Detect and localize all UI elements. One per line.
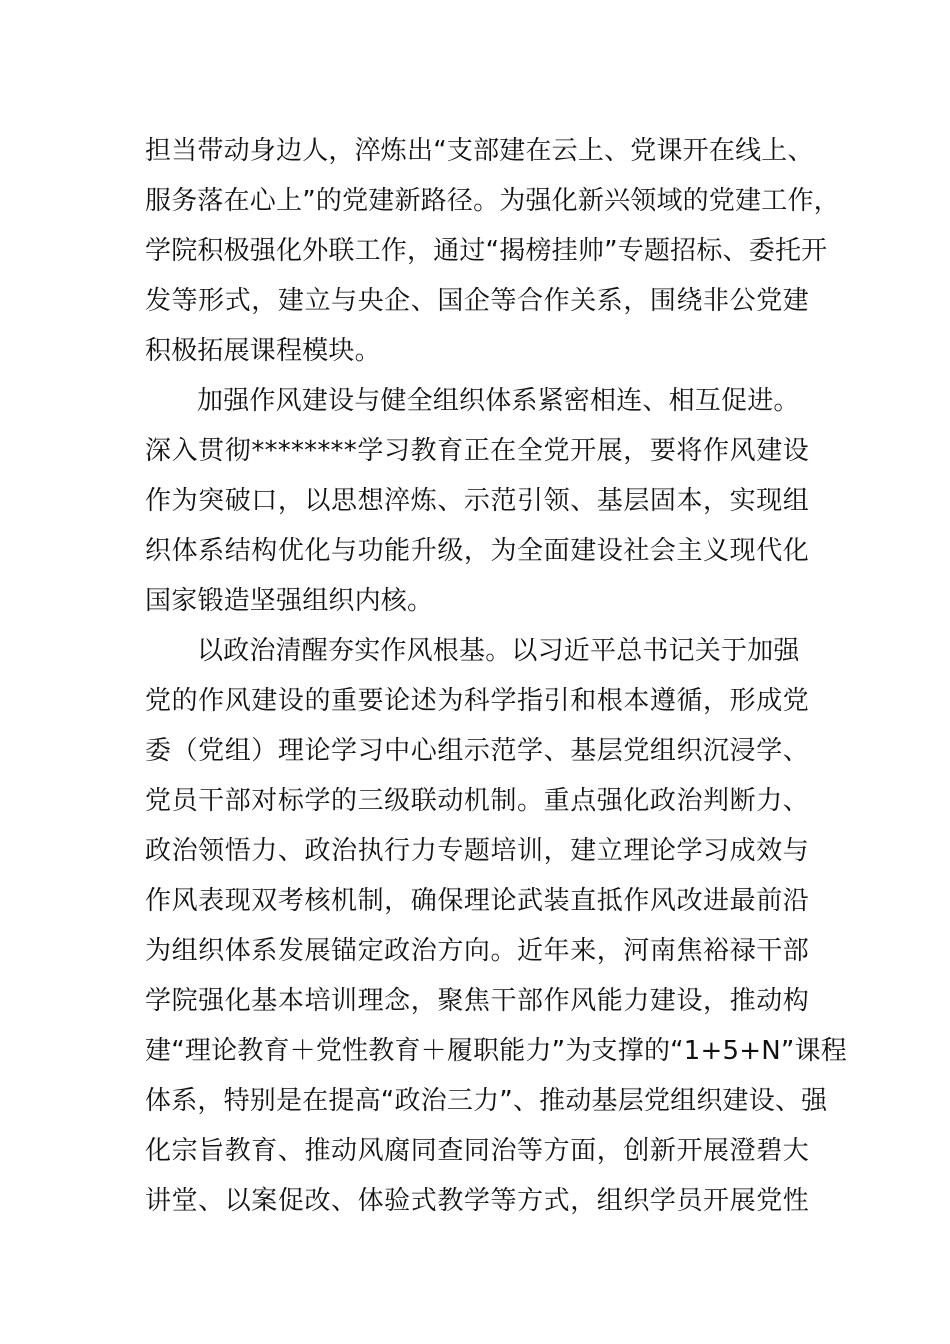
text-line-19: 建“理论教育＋党性教育＋履职能力”为支撑的“1+5+N”课程: [145, 1036, 847, 1066]
document-body: [145, 126, 847, 1226]
text-line-4: 发等形式，建立与央企、国企等合作关系，围绕非公党建: [145, 286, 809, 316]
text-line-8: 作为突破口，以思想淬炼、示范引领、基层固本，实现组: [145, 486, 809, 516]
text-line-14: 党员干部对标学的三级联动机制。重点强化政治判断力、: [145, 786, 809, 816]
text-line-9: 织体系结构优化与功能升级，为全面建设社会主义现代化: [145, 536, 809, 566]
text-line-18: 学院强化基本培训理念，聚焦干部作风能力建设，推动构: [145, 986, 809, 1016]
text-line-17: 为组织体系发展锚定政治方向。近年来，河南焦裕禄干部: [145, 936, 809, 966]
text-line-15: 政治领悟力、政治执行力专题培训，建立理论学习成效与: [145, 836, 809, 866]
text-line-5: 积极拓展课程模块。: [145, 336, 381, 366]
text-line-20: 体系，特别是在提高“政治三力”、推动基层党组织建设、强: [145, 1086, 828, 1116]
paragraph-start-line-11: 以政治清醒夯实作风根基。以习近平总书记关于加强: [197, 636, 800, 666]
text-line-12: 党的作风建设的重要论述为科学指引和根本遵循，形成党: [145, 686, 809, 716]
text-line-7: 深入贯彻********学习教育正在全党开展，要将作风建设: [145, 436, 809, 466]
text-line-13: 委（党组）理论学习中心组示范学、基层党组织沉浸学、: [145, 736, 809, 766]
text-line-2: 服务落在心上”的党建新路径。为强化新兴领域的党建工作，: [145, 186, 840, 216]
text-line-1: 担当带动身边人，淬炼出“支部建在云上、党课开在线上、: [145, 136, 814, 166]
text-line-22: 讲堂、以案促改、体验式教学等方式，组织学员开展党性: [145, 1186, 809, 1216]
text-line-21: 化宗旨教育、推动风腐同查同治等方面，创新开展澄碧大: [145, 1136, 809, 1166]
text-line-3: 学院积极强化外联工作，通过“揭榜挂帅”专题招标、委托开: [145, 236, 828, 266]
text-line-16: 作风表现双考核机制，确保理论武装直抵作风改进最前沿: [145, 886, 809, 916]
text-line-10: 国家锻造坚强组织内核。: [145, 586, 434, 616]
paragraph-start-line-6: 加强作风建设与健全组织体系紧密相连、相互促进。: [197, 386, 800, 416]
